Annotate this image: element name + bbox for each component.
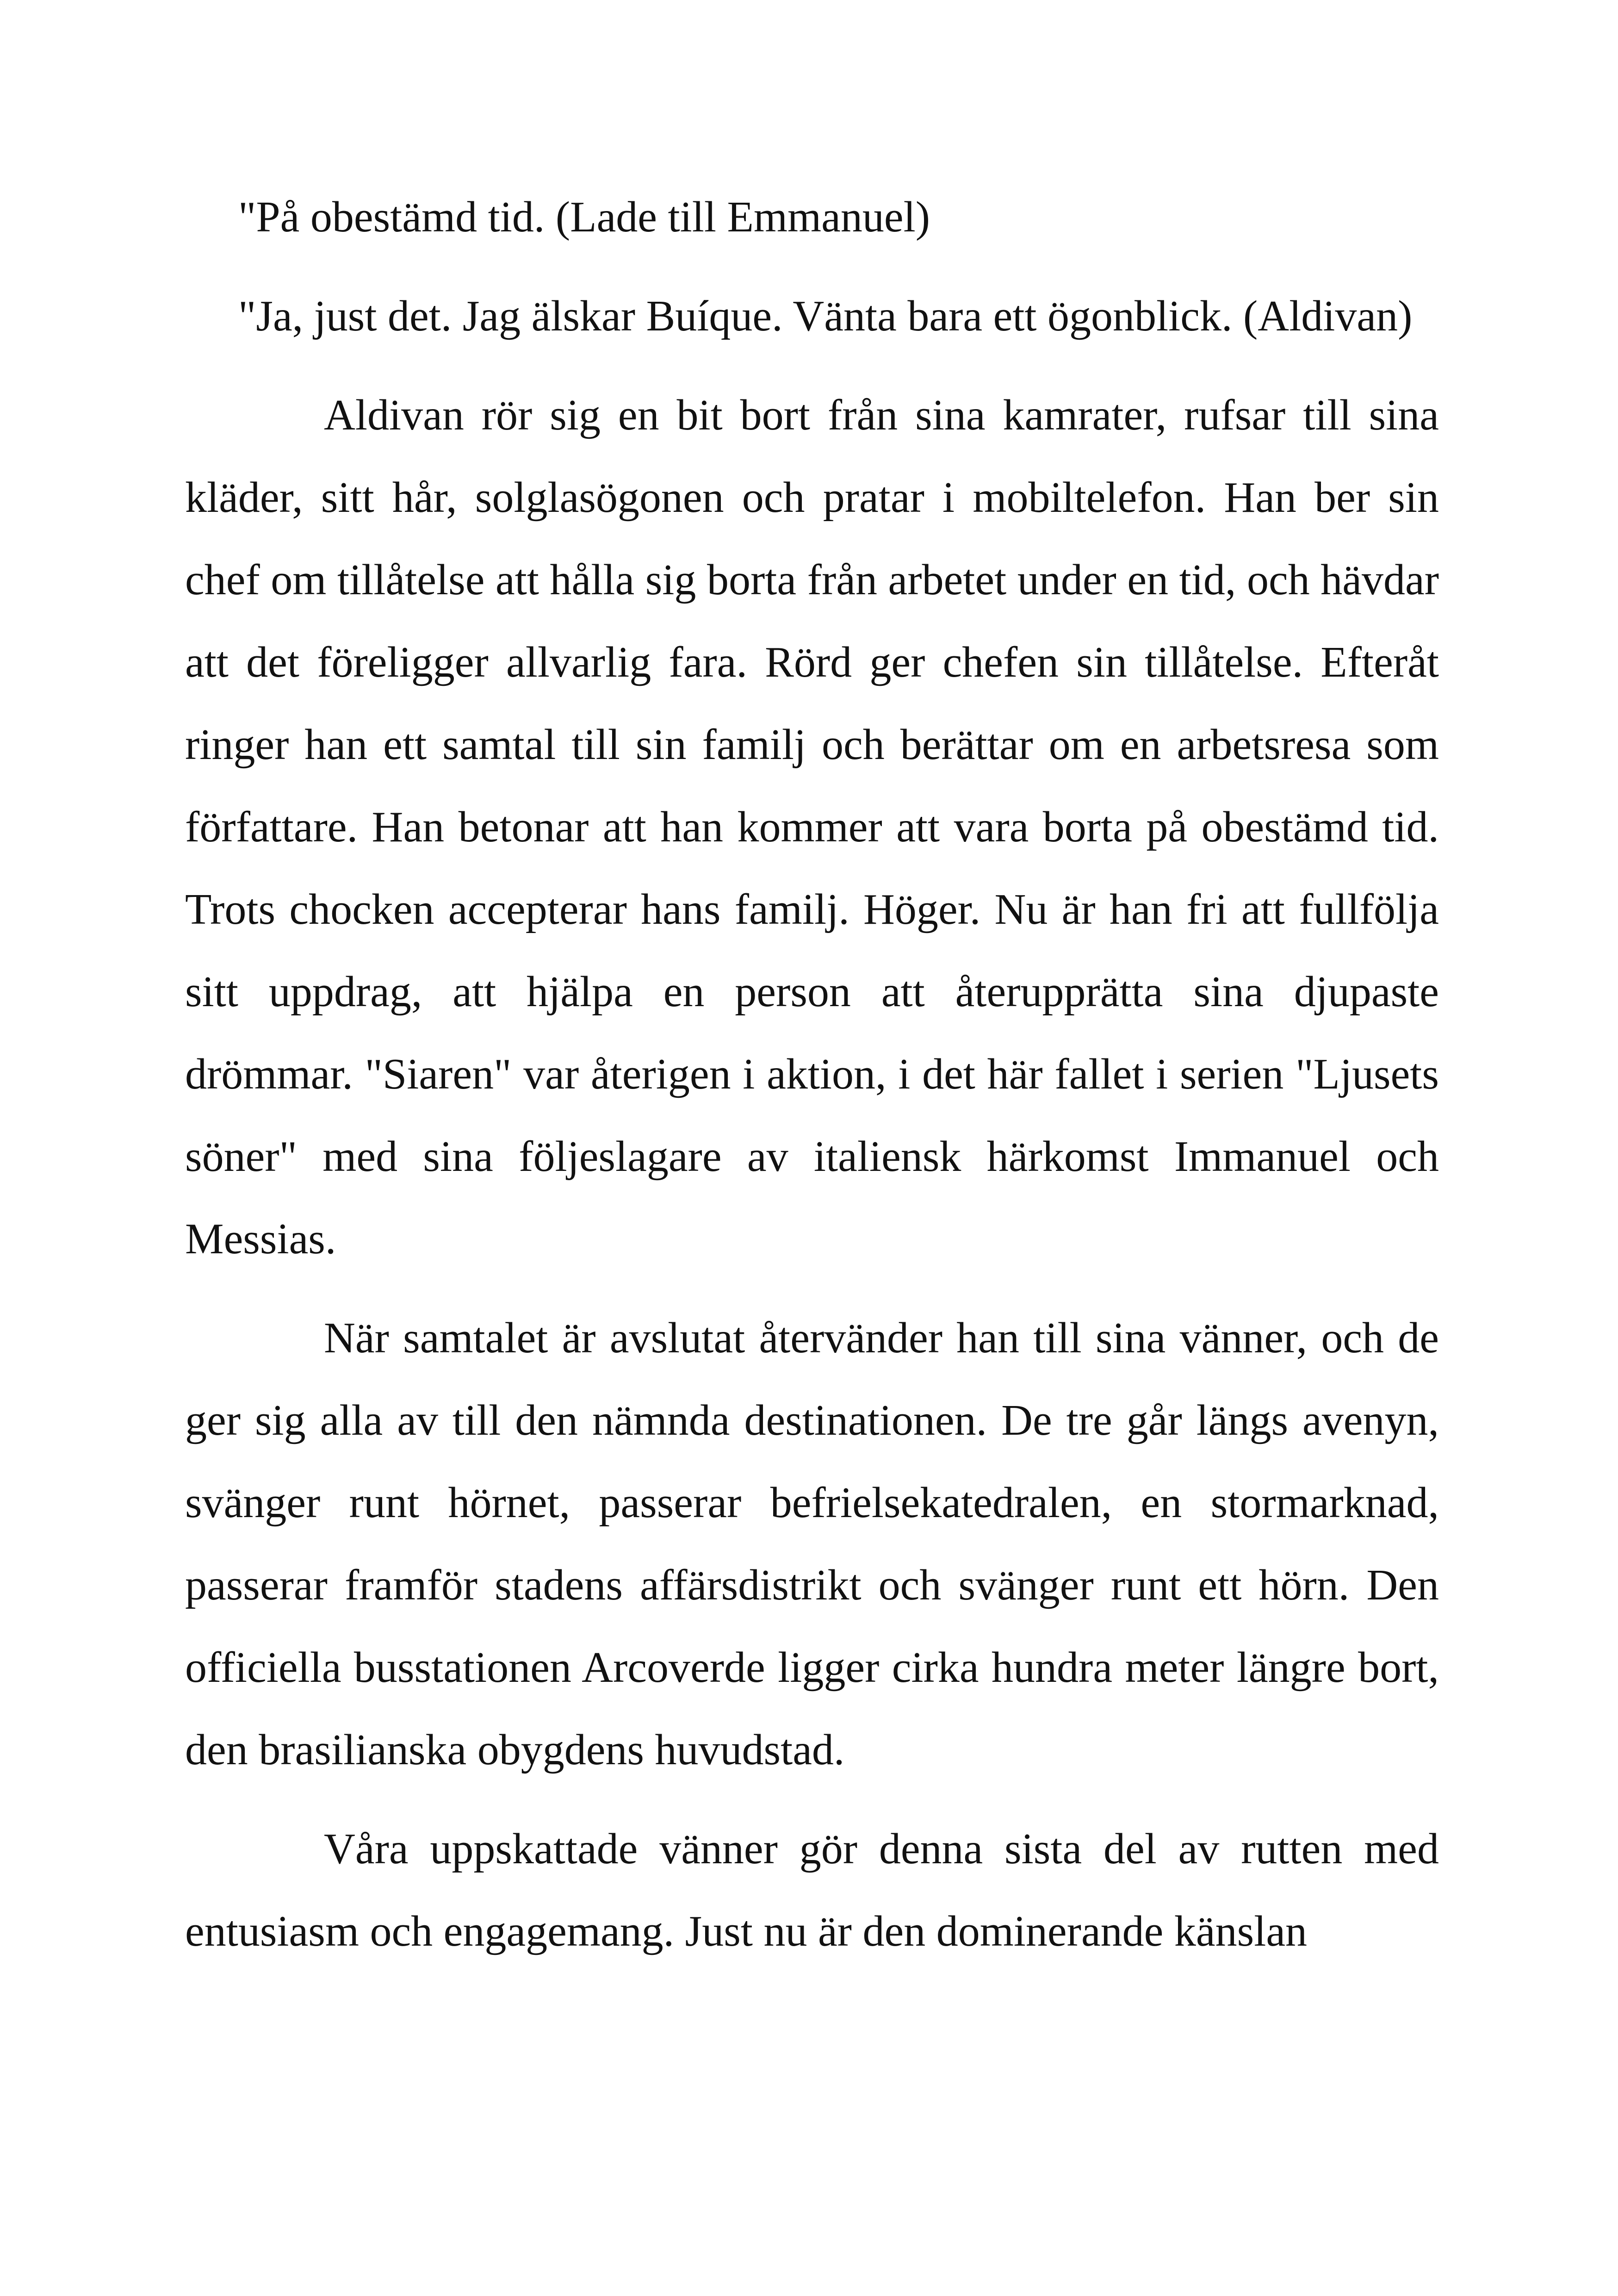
paragraph-dialogue-aldivan: "Ja, just det. Jag älskar Buíque. Vänta bara ett ögonblick. (Aldivan) (238, 292, 1413, 340)
paragraph-aldivan-phone-call: Aldivan rör sig en bit bort från sina kamrater, rufsar till sina kläder, sitt hår, solglasögonen och pratar i mobiltelefon. Han ber sin chef om tillåtelse att hålla sig borta från arbetet under en tid, och hävdar att det föreligger allvarlig fara. Rörd ger chefen sin tillåtelse. Efteråt ringer han ett samtal till sin familj och berättar om en arbetsresa som författare. Han betonar att han kommer att vara borta på obestämd tid. Trots chocken accepterar hans familj. Höger. Nu är han fri att fullfölja sitt uppdrag, att hjälpa en person att återupprätta sina djupaste drömmar. "Siaren" var återigen i aktion, i det här fallet i serien "Ljusets söner" med sina följeslagare av italiensk härkomst Immanuel och Messias. (185, 391, 1439, 1263)
paragraph-final-route: Våra uppskattade vänner gör denna sista del av rutten med entusiasm och engagemang. Just nu är den dominerande känslan (185, 1825, 1439, 1955)
paragraph-dialogue-emmanuel: "På obestämd tid. (Lade till Emmanuel) (238, 193, 930, 241)
body-text (185, 176, 1439, 1972)
paragraph-walk-to-station: När samtalet är avslutat återvänder han till sina vänner, och de ger sig alla av till den nämnda destinationen. De tre går längs avenyn, svänger runt hörnet, passerar befrielsekatedralen, en stormarknad, passerar framför stadens affärsdistrikt och svänger runt ett hörn. Den officiella busstationen Arcoverde ligger cirka hundra meter längre bort, den brasilianska obygdens huvudstad. (185, 1314, 1439, 1774)
